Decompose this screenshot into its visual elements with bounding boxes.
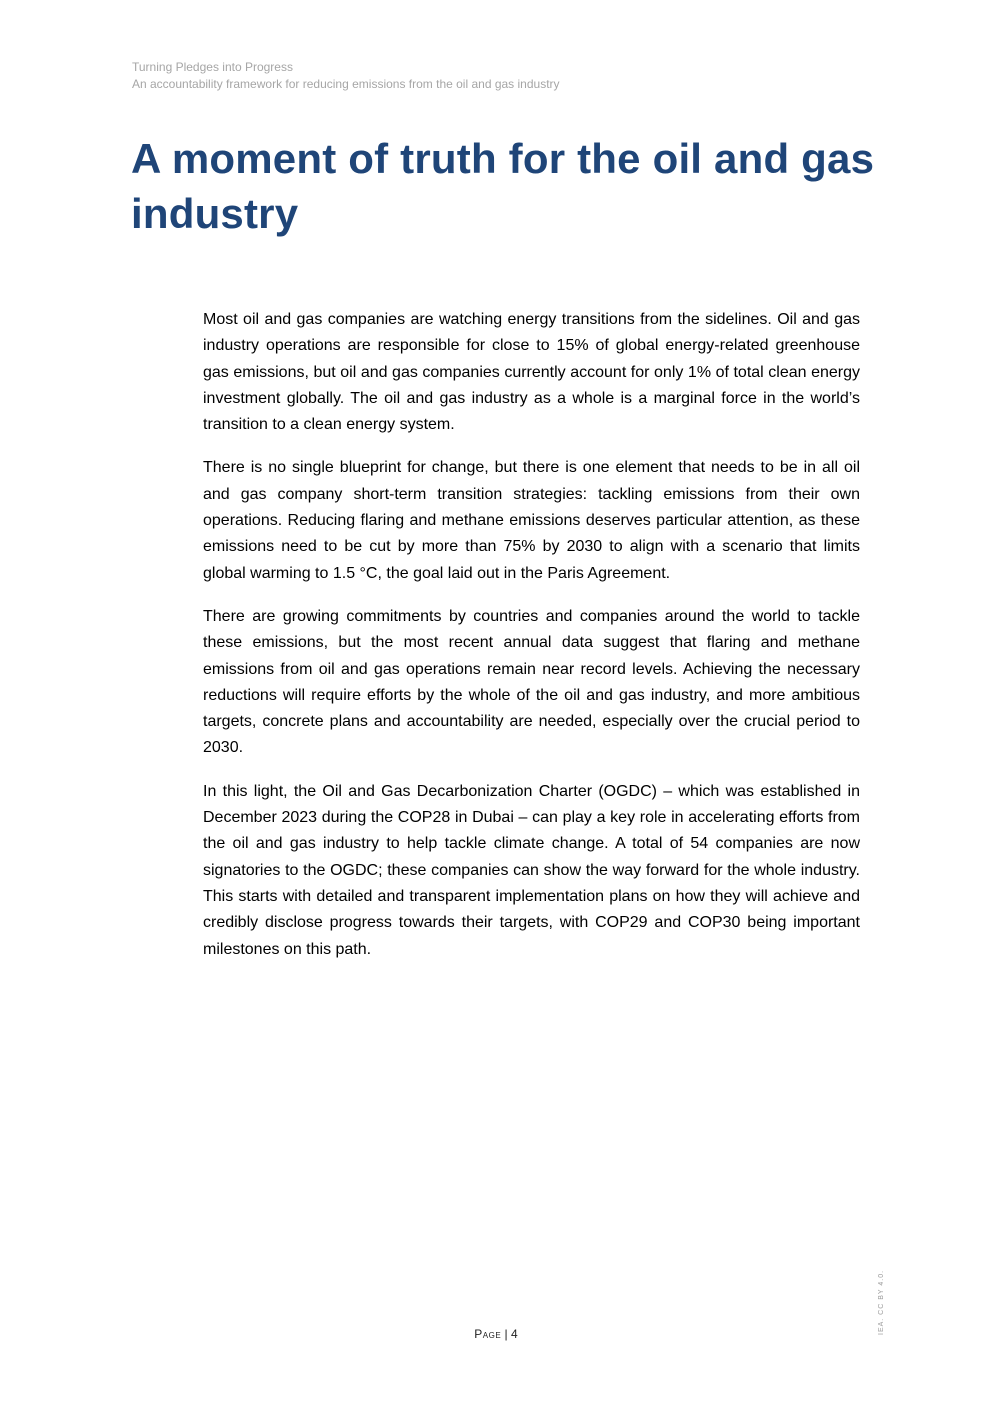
page-footer	[0, 1327, 992, 1341]
paragraph: Most oil and gas companies are watching energy transitions from the sidelines. Oil and gas industry operations are responsible for close to 15% of global energy-related greenhouse gas emissions, but oil and gas companies currently account for only 1% of total clean energy investment globally. The oil and gas industry as a whole is a marginal force in the world’s transition to a clean energy system.	[203, 311, 860, 434]
page-title: A moment of truth for the oil and gas industry	[131, 135, 875, 237]
paragraph: In this light, the Oil and Gas Decarbonization Charter (OGDC) – which was established in December 2023 during the COP28 in Dubai – can play a key role in accelerating efforts from the oil and gas industry to help tackle climate change. A total of 54 companies are now signatories to the OGDC; these companies can show the way forward for the whole industry. This starts with detailed and transparent implementation plans on how they will achieve and credibly disclose progress towards their targets, with COP29 and COP30 being important milestones on this path.	[203, 782, 860, 958]
page-number: 4	[511, 1327, 518, 1341]
page-separator: |	[501, 1327, 511, 1341]
running-header	[132, 59, 560, 93]
body-text	[203, 307, 860, 980]
paragraph: There is no single blueprint for change, but there is one element that needs to be in all oil and gas company short-term transition strategies: tackling emissions from their own operations. Reducing flaring and methane emissions deserves particular attention, as these emissions need to be cut by more than 75% by 2030 to align with a scenario that limits global warming to 1.5 °C, the goal laid out in the Paris Agreement.	[203, 459, 860, 582]
report-subtitle: An accountability framework for reducing emissions from the oil and gas industry	[132, 77, 560, 91]
report-title: Turning Pledges into Progress	[132, 60, 293, 74]
page-label: Page	[474, 1327, 502, 1341]
paragraph: There are growing commitments by countries and companies around the world to tackle these emissions, but the most recent annual data suggest that flaring and methane emissions from oil and gas operations remain near record levels. Achieving the necessary reductions will require efforts by the whole of the oil and gas industry, and more ambitious targets, concrete plans and accountability are needed, especially over the crucial period to 2030.	[203, 607, 860, 757]
license-credit: IEA. CC BY 4.0.	[878, 1269, 885, 1335]
